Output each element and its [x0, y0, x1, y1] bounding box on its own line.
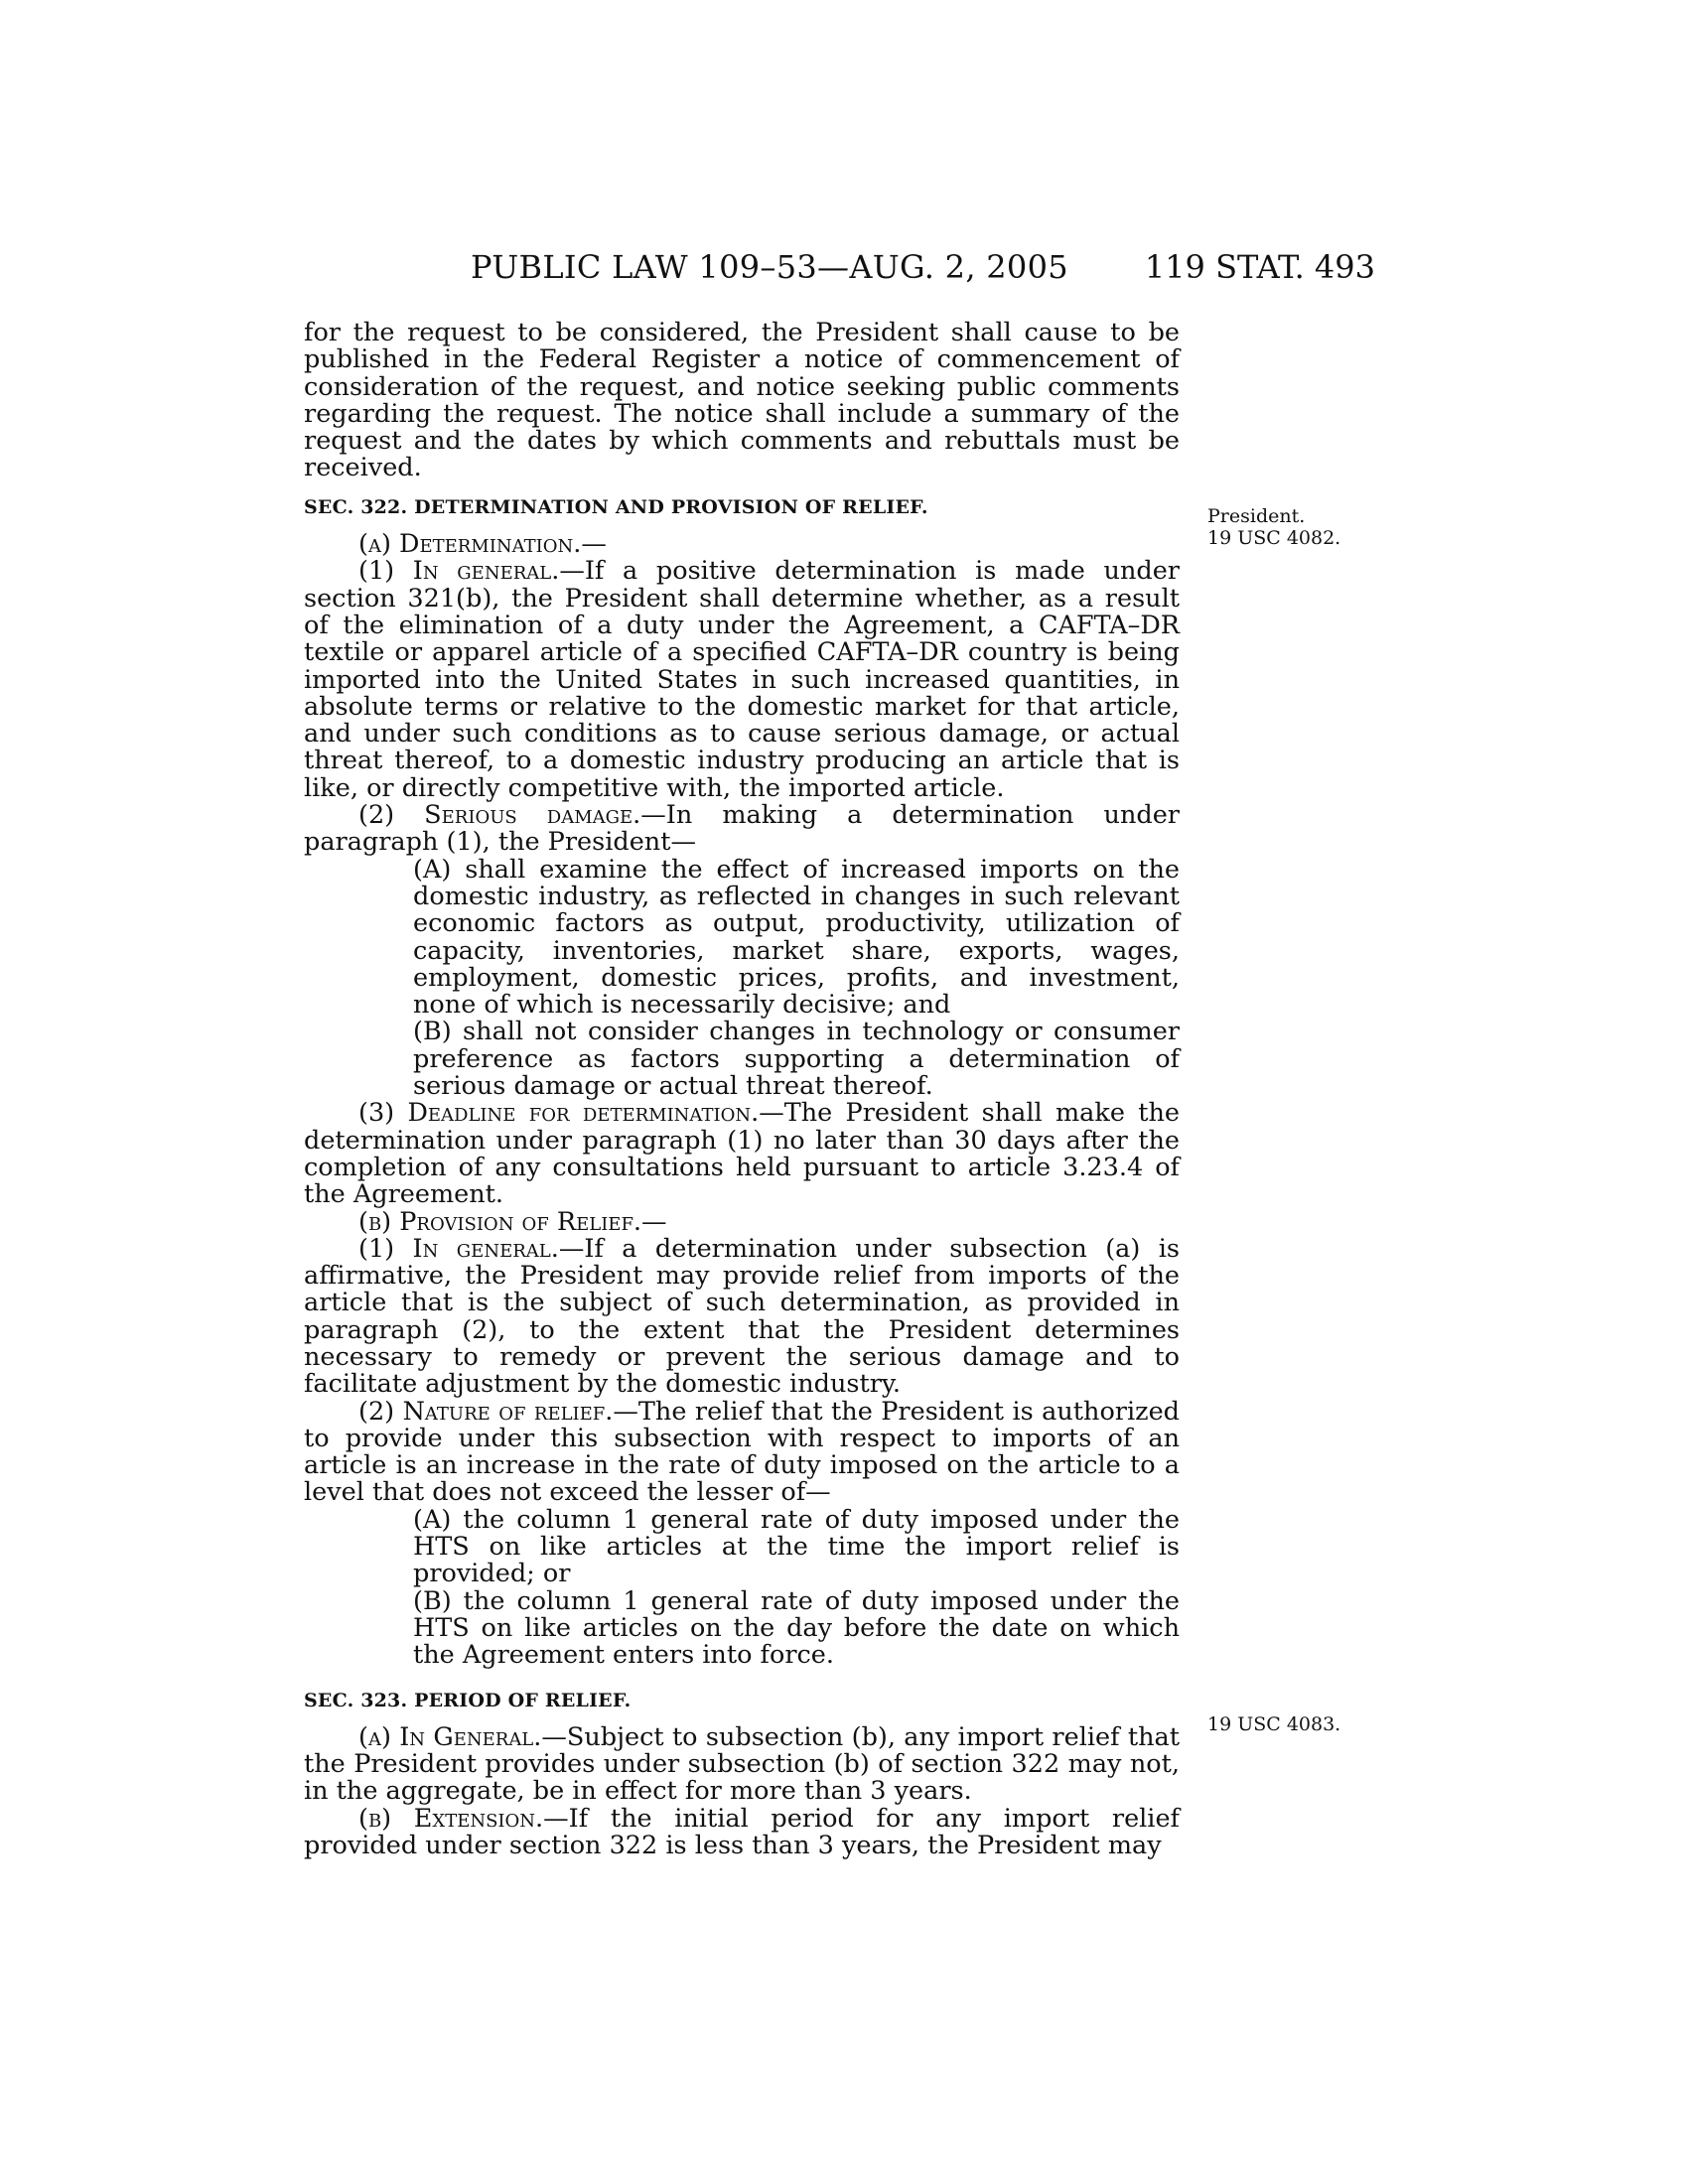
paragraph-b2: [304, 1396, 1181, 1508]
paragraph-b1-text: —If a determination under subsection (a) is affirmative, the President may provide relief from imports of the article that is the subject of such determination, as provided in paragraph (2), to the extent that the President determines necessary to remedy or prevent the serious damage and to facilitate adjustment by the domestic industry.: [304, 1233, 1180, 1400]
continued-paragraph: for the request to be considered, the President shall cause to be published in the Federal Register a notice of commencement of consideration of the request, and notice seeking public comments regarding the request. The notice shall include a summary of the request and the dates by which comments and rebuttals must be received.: [304, 318, 1180, 483]
subsection-b-label: (b) Provision of Relief.—: [358, 1206, 667, 1237]
paragraph-a2-text: —In making a determination under paragraph (1), the President—: [304, 800, 1180, 858]
paragraph-a3: [304, 1100, 1180, 1208]
margin-note-usc-4082: 19 USC 4082.: [1207, 527, 1341, 549]
subsection-a-heading: [304, 531, 1180, 558]
paragraph-b2-label: (2) Nature of relief.: [358, 1396, 614, 1427]
paragraph-a2: [304, 802, 1180, 857]
clause-a2B: (B) shall not consider changes in technology or consumer preference as factors supporting a determination of serious damage or actual threat thereof.: [413, 1017, 1180, 1102]
paragraph-a3-label: (3) Deadline for determination.: [358, 1098, 760, 1129]
paragraph-323b-label: (b) Extension.: [358, 1803, 544, 1834]
paragraph-a3-text: —The President shall make the determination under paragraph (1) no later than 30 days after the completion of any consultations held pursuant to article 3.23.4 of the Agreement.: [304, 1098, 1181, 1210]
paragraph-323a: [304, 1721, 1180, 1807]
body-text: [304, 320, 1180, 1859]
margin-note-usc-4083: 19 USC 4083.: [1207, 1713, 1341, 1735]
clause-b2B: (B) the column 1 general rate of duty imposed under the HTS on like articles on the day before the date on which the Agreement enters into force.: [413, 1585, 1180, 1671]
clause-b2A: (A) the column 1 general rate of duty imposed under the HTS on like articles at the time the import relief is provided; or: [413, 1504, 1180, 1589]
subsection-b-heading: [304, 1206, 1180, 1237]
paragraph-a1: [304, 558, 1180, 802]
section-322-heading: SEC. 322. DETERMINATION AND PROVISION OF RELIEF.: [304, 495, 928, 518]
paragraph-a2-label: (2) Serious damage.: [358, 800, 641, 831]
paragraph-323a-text: —Subject to subsection (b), any import relief that the President provides under subsection (b) of section 322 may not, in the aggregate, be in effect for more than 3 years.: [304, 1721, 1180, 1807]
subsection-a-label: (a) Determination.—: [358, 529, 607, 560]
stat-page-number: 119 STAT. 493: [1144, 248, 1375, 286]
paragraph-323a-label: (a) In General.: [358, 1721, 542, 1752]
paragraph-323b-text: —If the initial period for any import relief provided under section 322 is less than 3 years, the President may: [304, 1803, 1180, 1861]
running-header-title: PUBLIC LAW 109–53—AUG. 2, 2005: [471, 248, 1068, 286]
paragraph-b2-text: —The relief that the President is authorized to provide under this subsection with respect to imports of an article is an increase in the rate of duty imposed on the article to a level that does not exceed the lesser of—: [304, 1396, 1181, 1508]
section-323-heading: SEC. 323. PERIOD OF RELIEF.: [304, 1689, 632, 1711]
clause-a2A: (A) shall examine the effect of increased imports on the domestic industry, as reflected in changes in such relevant economic factors as output, productivity, utilization of capacity, inventories, market share, exports, wages, employment, domestic prices, profits, and investment, none of which is necessarily decisive; and: [413, 854, 1180, 1021]
paragraph-a1-text: —If a positive determination is made under section 321(b), the President shall determine whether, as a result of the elimination of a duty under the Agreement, a CAFTA–DR textile or apparel article of a specified CAFTA–DR country is being imported into the United States in such increased quantities, in absolute terms or relative to the domestic market for that article, and under such conditions as to cause serious damage, or actual threat thereof, to a domestic industry producing an article that is like, or directly competitive with, the imported article.: [304, 556, 1180, 803]
paragraph-b1-label: (1) In general.: [358, 1233, 559, 1264]
paragraph-b1: [304, 1233, 1180, 1400]
paragraph-323b: [304, 1803, 1180, 1861]
paragraph-a1-label: (1) In general.: [358, 556, 560, 587]
margin-note-president: President.: [1207, 505, 1306, 527]
